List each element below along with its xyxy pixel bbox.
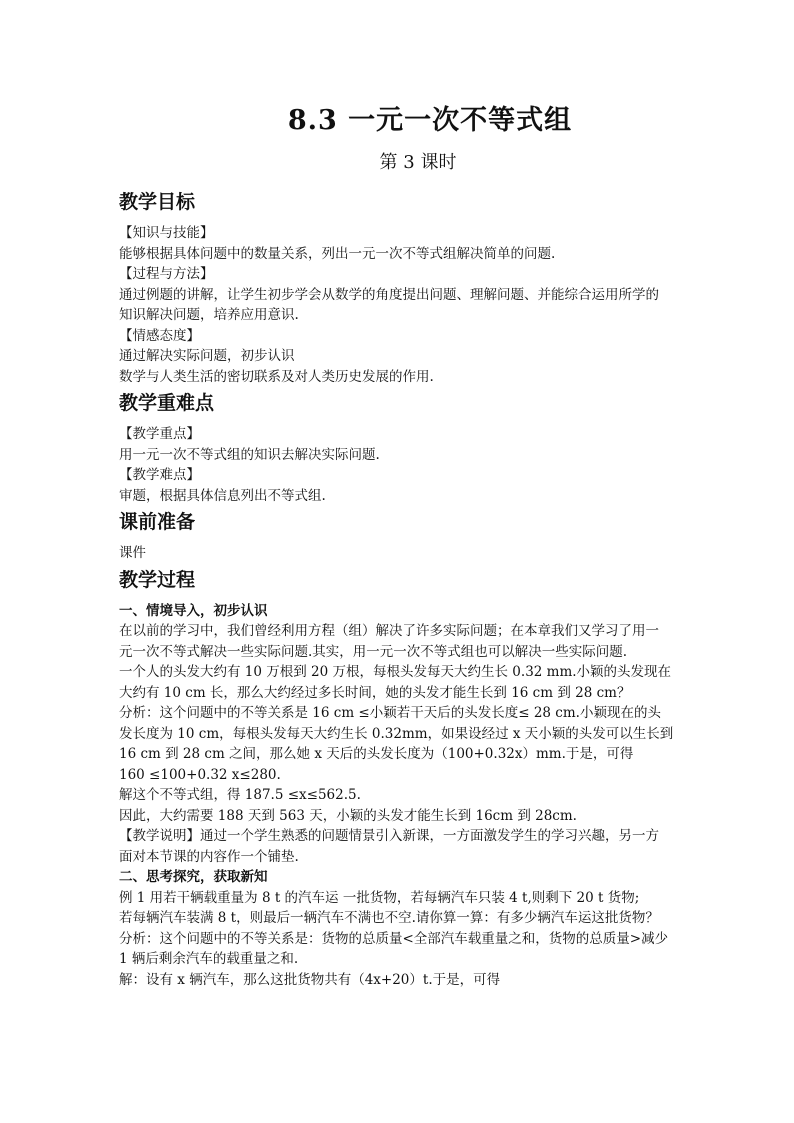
- process-line: 发长度为 10 cm，每根头发每天大约生长 0.32mm，如果设经过 x 天小颖的头发可以生长到: [119, 725, 674, 742]
- goals-line: 数学与人类生活的密切联系及对人类历史发展的作用.: [119, 368, 434, 385]
- goals-line: 通过例题的讲解，让学生初步学会从数学的角度提出问题、理解问题、并能综合运用所学的: [119, 286, 659, 303]
- process-line: 例 1 用若干辆载重量为 8 t 的汽车运 一批货物，若每辆汽车只装 4 t,则剩下 20 t 货物;: [119, 889, 640, 906]
- lesson-subtitle: 第 3 课时: [379, 152, 457, 173]
- process-subheading-2: 二、思考探究，获取新知: [119, 869, 268, 885]
- process-line: 元一次不等式解决一些实际问题.其实，用一元一次不等式组也可以解决一些实际问题.: [119, 643, 628, 660]
- process-line: 解：设有 x 辆汽车，那么这批货物共有（4x+20）t.于是，可得: [119, 971, 501, 988]
- process-line: 【教学说明】通过一个学生熟悉的问题情景引入新课，一方面激发学生的学习兴趣，另一方: [119, 828, 659, 844]
- process-line: 面对本节课的内容作一个铺垫.: [119, 848, 299, 865]
- keypoints-line: 【教学难点】: [119, 467, 200, 483]
- goals-line: 【情感态度】: [119, 327, 200, 344]
- goals-line: 【过程与方法】: [119, 266, 214, 282]
- process-line: 因此，大约需要 188 天到 563 天，小颖的头发才能生长到 16cm 到 28cm.: [119, 807, 577, 824]
- process-subheading-1: 一、情境导入，初步认识: [119, 602, 268, 619]
- process-line: 若每辆汽车装满 8 t，则最后一辆汽车不满也不空.请你算一算：有多少辆汽车运这批货物？: [119, 910, 659, 926]
- prep-line: 课件: [119, 545, 146, 561]
- process-line: 分析：这个问题中的不等关系是 16 cm ≤小颖若干天后的头发长度≤ 28 cm.小颖现在的头: [119, 705, 661, 721]
- goals-line: 通过解决实际问题，初步认识: [119, 348, 295, 364]
- keypoints-line: 用一元一次不等式组的知识去解决实际问题.: [119, 446, 380, 463]
- process-line: 解这个不等式组，得 187.5 ≤x≤562.5.: [119, 787, 361, 803]
- section-heading-goals: 教学目标: [119, 191, 196, 213]
- keypoints-line: 审题，根据具体信息列出不等式组.: [119, 487, 326, 504]
- process-line: 分析：这个问题中的不等关系是：货物的总质量<全部汽车载重量之和，货物的总质量>减少: [119, 930, 669, 947]
- lesson-title: 8.3 一元一次不等式组: [287, 105, 573, 136]
- process-line: 160 ≤100+0.32 x≤280.: [119, 766, 281, 783]
- goals-line: 能够根据具体问题中的数量关系，列出一元一次不等式组解决简单的问题.: [119, 245, 556, 262]
- section-heading-prep: 课前准备: [119, 511, 196, 533]
- process-line: 16 cm 到 28 cm 之间，那么她 x 天后的头发长度为（100+0.32x）mm.于是，可得: [119, 746, 634, 762]
- keypoints-line: 【教学重点】: [119, 426, 200, 442]
- lesson-content: [119, 186, 681, 990]
- process-line: 在以前的学习中，我们曾经利用方程（组）解决了许多实际问题；在本章我们又学习了用一: [119, 623, 659, 639]
- process-line: 1 辆后剩余汽车的载重量之和.: [119, 951, 299, 967]
- process-line: 大约有 10 cm 长，那么大约经过多长时间，她的头发才能生长到 16 cm 到 28 cm？: [119, 684, 631, 701]
- section-heading-keypoints: 教学重难点: [119, 392, 215, 414]
- goals-line: 【知识与技能】: [119, 225, 214, 241]
- goals-line: 知识解决问题，培养应用意识.: [119, 307, 299, 323]
- process-line: 一个人的头发大约有 10 万根到 20 万根，每根头发每天大约生长 0.32 mm.小颖的头发现在: [119, 664, 672, 680]
- section-heading-process: 教学过程: [119, 568, 196, 591]
